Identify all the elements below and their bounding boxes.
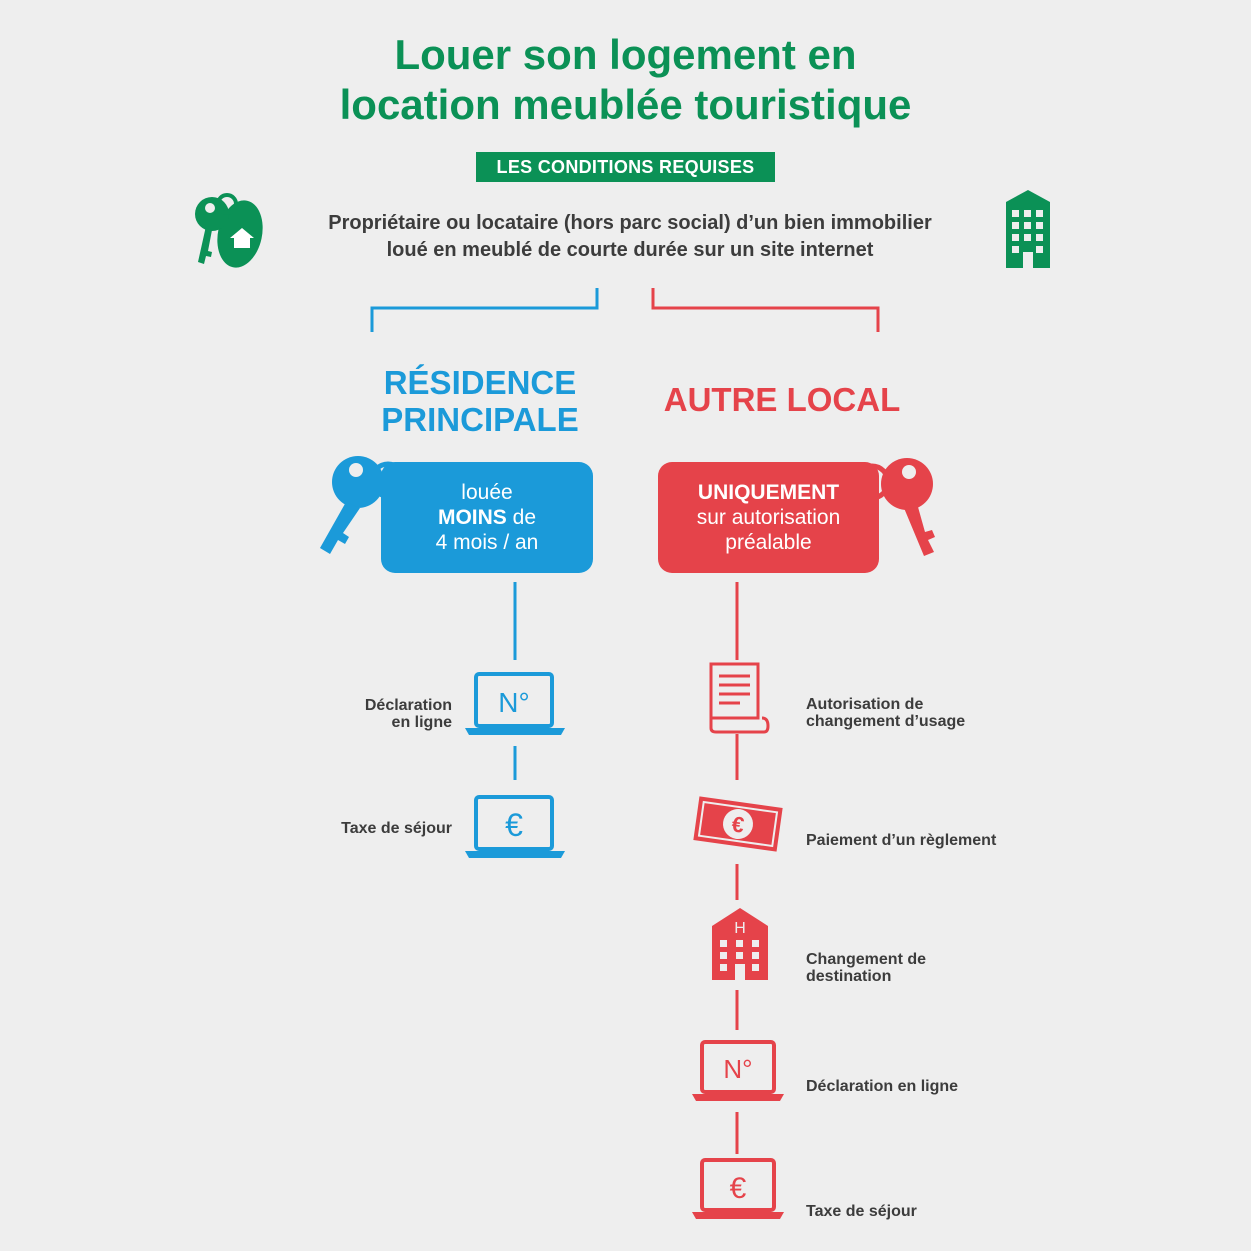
step-label-taxe-sejour: Taxe de séjour — [806, 1203, 917, 1220]
box-line-louee: louée — [461, 481, 513, 504]
building-icon — [1000, 190, 1056, 268]
box-bold-moins: MOINS — [437, 506, 507, 529]
laptop-screen-text: € — [505, 807, 523, 843]
step-label-changement-destination — [806, 951, 1066, 985]
box-line-moins — [381, 505, 593, 530]
box-bold-uniquement: UNIQUEMENT — [697, 481, 840, 504]
laptop-number-icon — [465, 672, 565, 736]
autre-local-title: AUTRE LOCAL — [663, 381, 901, 418]
laptop-euro-icon — [692, 1158, 784, 1220]
keys-house-icon — [190, 190, 275, 272]
branch-bracket-right — [651, 288, 881, 334]
banknote-icon — [692, 792, 784, 856]
step-label-autorisation — [806, 696, 1066, 730]
banknote-symbol: € — [730, 811, 746, 838]
step-label-line2: changement d’usage — [806, 713, 966, 730]
conditions-badge: LES CONDITIONS REQUISES — [476, 152, 775, 182]
box-line-autorisation: sur autorisation — [696, 506, 841, 529]
hotel-symbol: H — [734, 920, 746, 937]
laptop-screen-text: € — [729, 1172, 747, 1205]
laptop-screen-text: N° — [498, 687, 530, 718]
step-label-line1: Changement de — [806, 951, 927, 968]
laptop-screen-text: N° — [723, 1054, 753, 1084]
document-icon — [706, 662, 770, 734]
laptop-euro-icon — [465, 795, 565, 859]
page-title-line1: Louer son logement en — [394, 31, 857, 78]
step-label-paiement: Paiement d’un règlement — [806, 832, 997, 849]
box-line-duration: 4 mois / an — [435, 531, 539, 554]
hotel-icon — [710, 908, 770, 980]
step-label-taxe-sejour: Taxe de séjour — [341, 820, 452, 837]
box-de: de — [506, 506, 537, 529]
branch-bracket-left — [370, 288, 600, 334]
residence-principale-title-line2: PRINCIPALE — [381, 401, 579, 438]
box-line-prealable: préalable — [725, 531, 812, 554]
step-label-line1: Autorisation de — [806, 696, 924, 713]
step-label-line2: en ligne — [391, 714, 452, 731]
intro-line2: loué en meublé de courte durée sur un site internet — [386, 239, 874, 261]
step-label-line1: Déclaration — [364, 697, 452, 714]
step-label-declaration-en-ligne: Déclaration en ligne — [806, 1078, 959, 1095]
laptop-number-icon — [692, 1040, 784, 1102]
autre-local-condition-box — [658, 462, 879, 573]
step-label-declaration — [290, 697, 452, 731]
step-label-line2: destination — [806, 968, 892, 985]
residence-principale-title-line1: RÉSIDENCE — [383, 364, 577, 401]
intro-line1: Propriétaire ou locataire (hors parc social) d’un bien immobilier — [328, 212, 932, 234]
page-title-line2: location meublée touristique — [339, 81, 912, 128]
residence-condition-box — [381, 462, 593, 573]
